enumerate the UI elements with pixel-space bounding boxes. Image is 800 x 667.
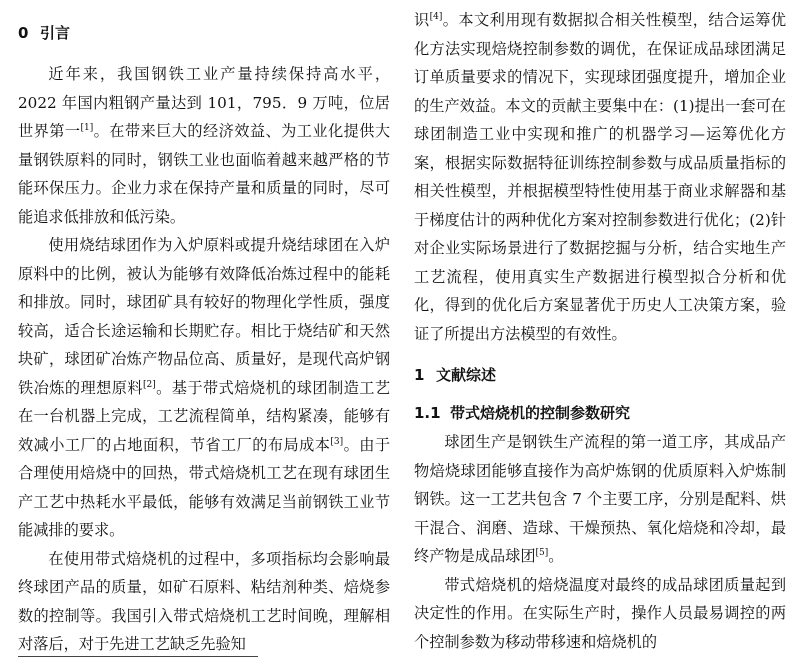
citation[interactable]: [2] bbox=[142, 379, 156, 390]
paragraph: 在使用带式焙烧机的过程中，多项指标均会影响最终球团产品的质量，如矿石原料、粘结剂种类、焙烧参数的控制等。我国引入带式焙烧机工艺时间晚，理解相对落后，对于先进工艺缺乏先验知 bbox=[18, 549, 390, 653]
citation[interactable]: [1] bbox=[80, 122, 94, 133]
section-heading-review: 1 文献综述 bbox=[414, 366, 497, 384]
left-column bbox=[18, 6, 390, 659]
paragraph: 识[4]。本文利用现有数据拟合相关性模型，结合运筹优化方法实现焙烧控制参数的调优，在保证成品球团满足订单质量要求的情况下，实现球团强度提升，增加企业的生产效益。本文的贡献主要集中在：(1)提出一套可在球团制造工业中实现和推广的机器学习—运筹优化方案，根据实际数据特征训练控制参数与成品质量指标的相关性模型，并根据模型特性使用基于商业求解器和基于梯度估计的两种优化方案对控制参数进行优化；(2)针对企业实际场景进行了数据挖掘与分析，结合实地生产工艺流程，使用真实生产数据进行模型拟合分析和优化，得到的优化后方案显著优于历史人工决策方案，验证了所提出方法模型的有效性。 bbox=[414, 11, 787, 343]
citation[interactable]: [4] bbox=[429, 11, 443, 22]
paragraph: 球团生产是钢铁生产流程的第一道工序，其成品产物焙烧球团能够直接作为高炉炼钢的优质原料入炉炼制钢铁。这一工艺共包含 7 个主要工序，分别是配料、烘干混合、润磨、造球、干燥预热、氧化焙烧和冷却，最终产物是成品球团[5]。 bbox=[414, 433, 786, 565]
citation[interactable]: [3] bbox=[330, 436, 344, 447]
citation[interactable]: [5] bbox=[535, 547, 549, 558]
paragraph: 带式焙烧机的焙烧温度对最终的成品球团质量起到决定性的作用。在实际生产时，操作人员最易调控的两个控制参数为移动带移速和焙烧机的 bbox=[414, 575, 786, 651]
footnote-rule bbox=[18, 656, 258, 657]
section-heading-intro: 0 引言 bbox=[18, 24, 71, 42]
paragraph: 近年来，我国钢铁工业产量持续保持高水平，2022 年国内粗钢产量达到 101，795．9 万吨，位居世界第一[1]。在带来巨大的经济效益、为工业化提供大量钢铁原料的同时，钢铁工业也面临着越来越严格的节能环保压力。企业力求在保持产量和质量的同时，尽可能追求低排放和低污染。 bbox=[18, 65, 391, 226]
right-column bbox=[414, 6, 786, 656]
paragraph: 使用烧结球团作为入炉原料或提升烧结球团在入炉原料中的比例，被认为能够有效降低冶炼过程中的能耗和排放。同时，球团矿具有较好的物理化学性质，强度较高，适合长途运输和长期贮存。相比于烧结矿和天然块矿，球团矿冶炼产物品位高、质量好，是现代高炉钢铁冶炼的理想原料[2]。基于带式焙烧机的球团制造工艺在一台机器上完成，工艺流程简单，结构紧凑，能够有效减小工厂的占地面积，节省工厂的布局成本[3]。由于合理使用焙烧中的回热，带式焙烧机工艺在现有球团生产工艺中热耗水平最低，能够有效满足当前钢铁工业节能减排的要求。 bbox=[18, 236, 391, 539]
subsection-heading: 1.1 带式焙烧机的控制参数研究 bbox=[414, 404, 631, 422]
